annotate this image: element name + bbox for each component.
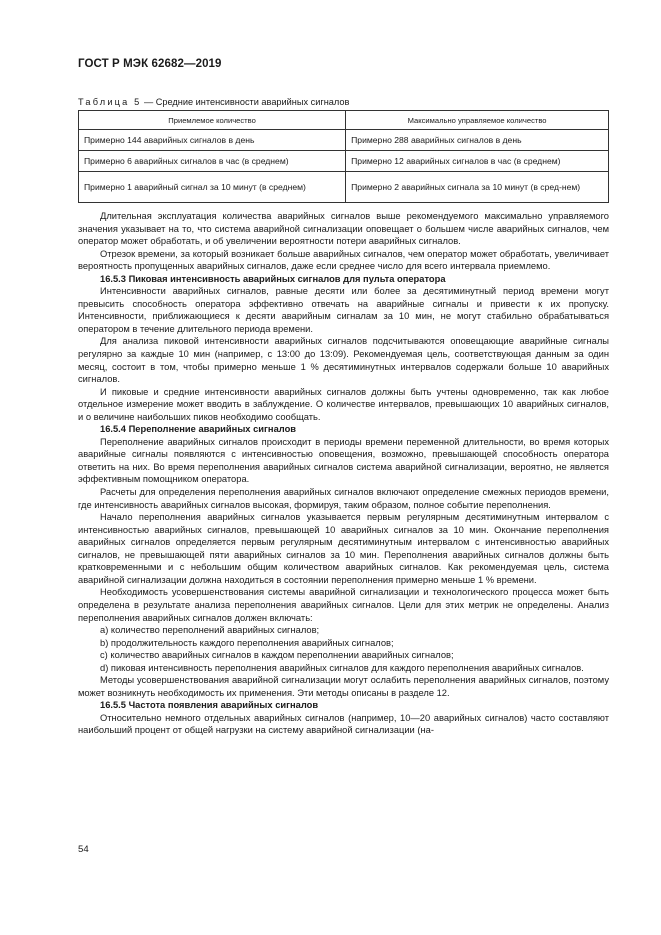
paragraph: Для анализа пиковой интенсивности аварийных сигналов подсчитываются оповещающие аварийные сигналы регулярно за каждые 10 мин (например, с 13:00 до 13:09). Рекомендуемая цель, соответствующая данным за один месяц, состоит в том, чтобы примерно меньше 1 % десятиминутных интервалов содержали больше 10 аварийных сигналов. [78, 336, 609, 385]
table-cell: Примерно 2 аварийных сигнала за 10 минут (в сред-нем) [346, 172, 609, 203]
paragraph: Относительно немного отдельных аварийных сигналов (например, 10—20 аварийных сигналов) часто составляют наибольший процент от общей нагрузки на систему аварийной сигнализации (на- [78, 712, 609, 736]
paragraph: Длительная эксплуатация количества аварийных сигналов выше рекомендуемого максимально управляемого значения указывает на то, что система аварийной сигнализации оповещает о большем числе аварийных сигналов, чем оператор может обработать, и об увеличении вероятности потери аварийных сигналов. [78, 211, 609, 247]
table-cell: Примерно 288 аварийных сигналов в день [346, 130, 609, 151]
paragraph: Методы усовершенствования аварийной сигнализации могут ослабить переполнения аварийных сигналов, поэтому может возникнуть необходимость их применения. Эти методы описаны в разделе 12. [78, 675, 609, 698]
paragraph: Расчеты для определения переполнения аварийных сигналов включают определение смежных периодов времени, где интенсивность аварийных сигналов высокая, формируя, таким образом, полное событие переполнения. [78, 487, 609, 510]
paragraph: Переполнение аварийных сигналов происходит в периоды времени переменной длительности, во время которых аварийные сигналы появляются с интенсивностью оповещения, возможно, превышающей способность оператора ответить на них. Во время переполнения аварийных сигналов система аварийной сигнализации, вероятно, не является эффективным помощником оператора. [78, 436, 609, 485]
body-text [78, 210, 609, 737]
table-row [79, 130, 609, 151]
list-item: d) пиковая интенсивность переполнения аварийных сигналов для каждого переполнения аварийных сигналов. [100, 662, 584, 673]
section-heading-16-5-4: 16.5.4 Переполнение аварийных сигналов [100, 424, 297, 435]
paragraph: Необходимость усовершенствования системы аварийной сигнализации и технологического процесса может быть определена в результате анализа переполнения аварийных сигналов. Цели для этих метрик не определены. Анализ переполнения аварийных сигналов должен включать: [78, 587, 609, 623]
list-item: b) продолжительность каждого переполнения аварийных сигналов; [100, 637, 394, 648]
table-caption [78, 97, 349, 107]
table-header-row [79, 111, 609, 130]
table-caption-title: — Средние интенсивности аварийных сигналов [141, 97, 350, 107]
table-cell: Примерно 12 аварийных сигналов в час (в среднем) [346, 151, 609, 172]
section-heading-16-5-5: 16.5.5 Частота появления аварийных сигналов [100, 700, 319, 711]
table-header-acceptable: Приемлемое количество [79, 111, 346, 130]
list-item: a) количество переполнений аварийных сигналов; [100, 625, 320, 636]
table-row [79, 172, 609, 203]
paragraph: Интенсивности аварийных сигналов, равные десяти или более за десятиминутный период времени могут превысить способность оператора эффективно отвечать на аварийные сигналы и привести к их пропуску. Интенсивности, приближающиеся к десяти аварийным сигналам за 10 мин, не могут стабильно обрабатываться оператором в течение длительного периода времени. [78, 286, 609, 334]
table-cell: Примерно 1 аварийный сигнал за 10 минут (в среднем) [79, 172, 346, 203]
page-number: 54 [78, 844, 89, 855]
standard-header: ГОСТ Р МЭК 62682—2019 [78, 58, 222, 70]
paragraph: Начало переполнения аварийных сигналов указывается первым регулярным десятиминутным интервалом с интенсивностью аварийных сигналов, превышающей 10 аварийных сигналов за 10 мин. Окончание переполнения аварийных сигналов определяется первым регулярным десятиминутным интервалом с интенсивностью аварийных сигналов, не превышающей пяти аварийных сигналов за 10 мин. Переполнения аварийных сигналов должны быть кратковременными и с небольшим общим количеством аварийных сигналов. Как рекомендуемая цель, система аварийной сигнализации должна находиться в состоянии переполнения примерно меньше 1 % времени. [78, 512, 609, 585]
table-cell: Примерно 6 аварийных сигналов в час (в среднем) [79, 151, 346, 172]
section-heading-16-5-3: 16.5.3 Пиковая интенсивность аварийных сигналов для пульта оператора [100, 273, 446, 284]
table-caption-label: Таблица 5 [78, 97, 142, 107]
paragraph: И пиковые и средние интенсивности аварийных сигналов должны быть учтены одновременно, так как любое отдельное измерение может вводить в заблуждение. О количестве интервалов, превышающих 10 аварийных сигналов, и о величине наибольших пиков необходимо сообщать. [78, 386, 609, 422]
table-cell: Примерно 144 аварийных сигналов в день [79, 130, 346, 151]
paragraph: Отрезок времени, за который возникает больше аварийных сигналов, чем оператор может обработать, увеличивает вероятность пропущенных аварийных сигналов, даже если среднее число для всего интервала приемлемо. [78, 248, 609, 272]
table-header-max-manageable: Максимально управляемое количество [346, 111, 609, 130]
alarm-rates-table [78, 110, 609, 203]
table-row [79, 151, 609, 172]
list-item: c) количество аварийных сигналов в каждом переполнении аварийных сигналов; [100, 650, 454, 661]
